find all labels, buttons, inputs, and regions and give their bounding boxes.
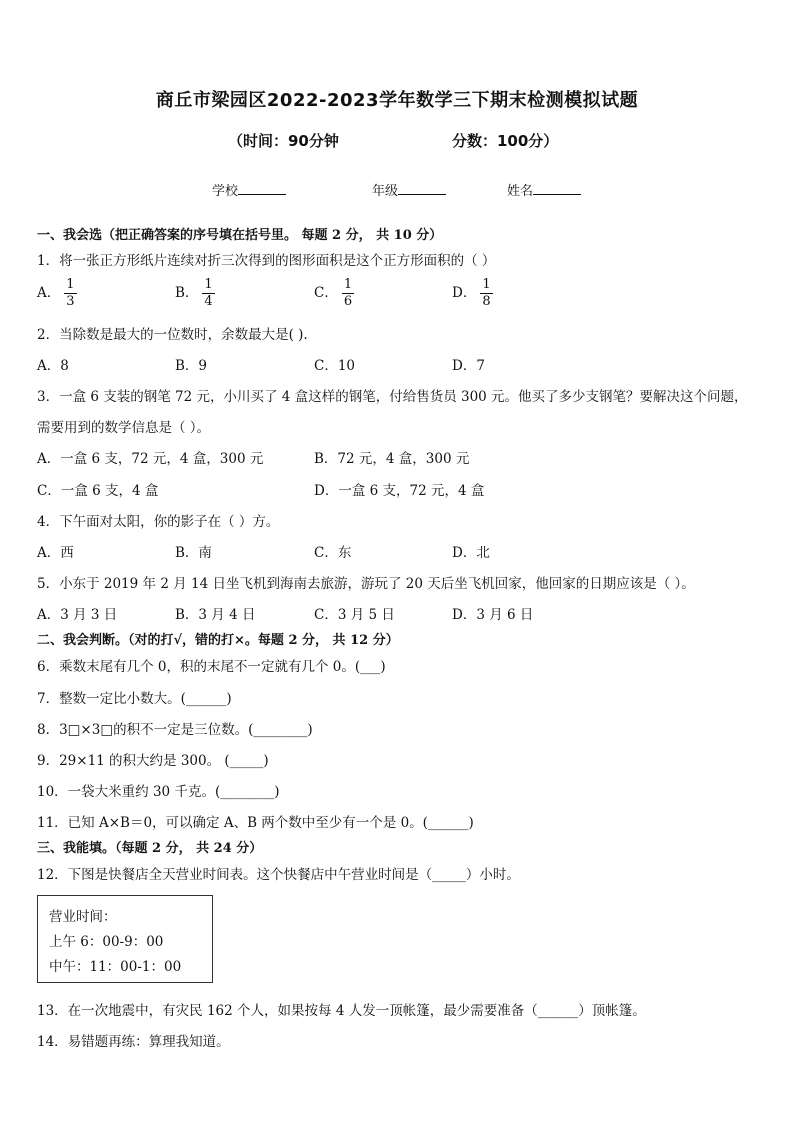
q1-option-c-label: C． [314,285,338,301]
fraction-numerator: 1 [482,277,491,292]
q2-option-d: D．7 [452,358,485,374]
fraction-denominator: 3 [66,294,75,309]
q1-option-c-fraction [342,277,354,310]
business-hours-box [37,895,213,983]
q1-option-a [37,277,77,310]
q1-option-b [175,277,215,310]
fraction-numerator: 1 [66,277,75,292]
question-5: 5．小东于 2019 年 2 月 14 日坐飞机到海南去旅游，游玩了 20 天后坐飞机回家，他回家的日期应该是（ ）。 [37,576,695,592]
name-blank [533,182,581,195]
q3-option-b: B．72 元，4 盒，300 元 [314,451,470,467]
name-field [507,180,581,199]
question-11: 11．已知 A×B＝0，可以确定 A、B 两个数中至少有一个是 0。(______) [37,815,474,831]
q4-option-b: B．南 [175,545,212,561]
q4-option-d: D．北 [452,545,490,561]
q4-option-a: A．西 [37,545,74,561]
q5-option-c: C．3 月 5 日 [314,607,395,623]
question-10: 10．一袋大米重约 30 千克。(________) [37,784,280,800]
q1-option-d-label: D． [452,285,477,301]
q3-option-c: C．一盒 6 支，4 盒 [37,483,159,499]
business-hours-title: 营业时间： [49,909,117,925]
question-1: 1．将一张正方形纸片连续对折三次得到的图形面积是这个正方形面积的（ ） [37,253,496,269]
business-hours-morning: 上午 6：00-9：00 [49,934,164,950]
exam-time: （时间：90分钟 [228,132,339,150]
fraction-denominator: 8 [482,294,491,309]
school-label: 学校 [212,184,239,199]
q1-option-a-fraction [64,277,76,310]
q1-option-d-fraction [480,277,492,310]
q1-option-b-fraction [202,277,214,310]
fraction-numerator: 1 [343,277,353,292]
q1-option-a-label: A． [37,285,61,301]
question-14: 14．易错题再练：算理我知道。 [37,1034,230,1050]
question-4: 4．下午面对太阳，你的影子在（ ）方。 [37,514,280,530]
question-3-line-2: 需要用到的数学信息是（ ）。 [37,420,211,436]
q3-option-d: D．一盒 6 支，72 元，4 盒 [314,483,485,499]
q1-option-d [452,277,493,310]
q4-option-c: C．东 [314,545,352,561]
q2-option-c: C．10 [314,358,356,374]
question-7: 7．整数一定比小数大。(______) [37,691,232,707]
fraction-denominator: 4 [204,294,213,309]
fraction-numerator: 1 [204,277,213,292]
q1-option-b-label: B． [175,285,199,301]
question-13: 13．在一次地震中，有灾民 162 个人，如果按每 4 人发一顶帐篷，最少需要准备（______）顶帐篷。 [37,1003,646,1019]
business-hours-noon: 中午：11：00-1：00 [49,959,182,975]
q2-option-b: B．9 [175,358,208,374]
q5-option-a: A．3 月 3 日 [37,607,118,623]
q5-option-b: B．3 月 4 日 [175,607,256,623]
page-title: 商丘市梁园区2022-2023学年数学三下期末检测模拟试题 [155,90,639,111]
question-6: 6．乘数末尾有几个 0，积的末尾不一定就有几个 0。(___) [37,659,386,675]
q1-option-c [314,277,354,310]
q2-option-a: A．8 [37,358,69,374]
question-2: 2．当除数是最大的一位数时，余数最大是( ). [37,327,308,343]
grade-field [372,180,446,199]
school-field [212,180,286,199]
section-2-heading: 二、我会判断。（对的打√，错的打×。每题 2 分， 共 12 分） [37,633,399,648]
question-8: 8．3□×3□的积不一定是三位数。(________) [37,722,313,738]
q5-option-d: D．3 月 6 日 [452,607,534,623]
question-12: 12．下图是快餐店全天营业时间表。这个快餐店中午营业时间是（_____）小时。 [37,867,520,883]
section-1-heading: 一、我会选（把正确答案的序号填在括号里。 每题 2 分， 共 10 分） [37,228,443,243]
fraction-denominator: 6 [343,294,353,309]
grade-blank [398,182,446,195]
name-label: 姓名 [507,184,534,199]
exam-score: 分数：100分） [452,132,559,150]
section-3-heading: 三、我能填。（每题 2 分， 共 24 分） [37,841,263,856]
question-9: 9．29×11 的积大约是 300。 (_____) [37,753,269,769]
school-blank [238,182,286,195]
question-3-line-1: 3．一盒 6 支装的钢笔 72 元，小川买了 4 盒这样的钢笔，付给售货员 300 元。他买了多少支钢笔？要解决这个问题， [37,389,748,405]
grade-label: 年级 [372,184,399,199]
q3-option-a: A．一盒 6 支，72 元，4 盒，300 元 [37,451,264,467]
